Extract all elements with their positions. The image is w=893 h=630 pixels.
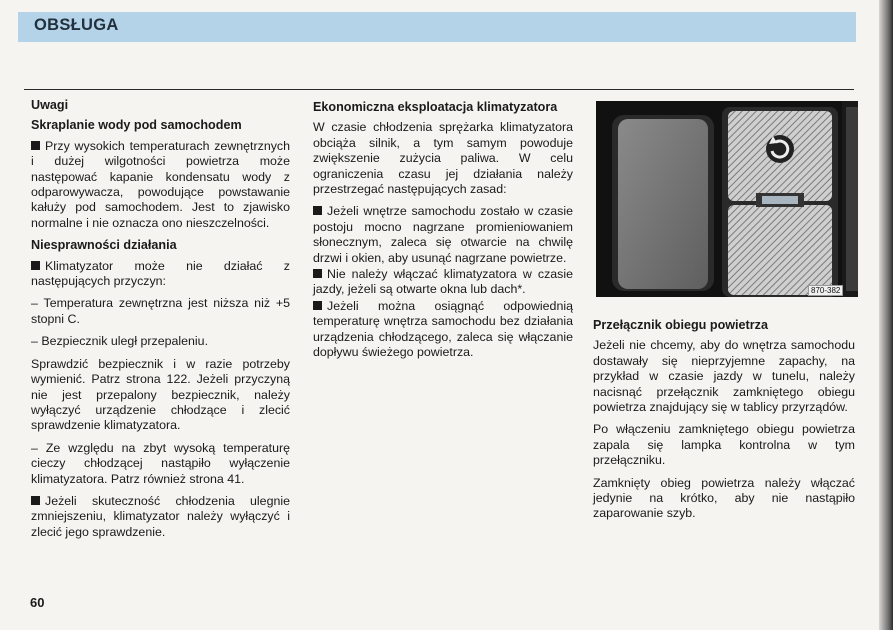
paragraph: W czasie chłodzenia sprężarka klimatyzatora obciąża silnik, a tym samym powoduje zwiększenie zużycia paliwa. W celu ograniczenia czasu jej działania należy przestrzegać następujących zasad: <box>313 120 573 197</box>
paragraph: Klimatyzator może nie działać z następujących przyczyn: <box>31 258 290 289</box>
page-title: OBSŁUGA <box>34 16 119 34</box>
recirculation-switch-photo <box>596 101 858 297</box>
paragraph: Jeżeli można osiągnąć odpowiednią temperaturę wnętrza samochodu bez działania urządzenia chłodzącego, zaleca się włączanie dopływu świeżego powietrza. <box>313 298 573 360</box>
column-1 <box>31 98 290 547</box>
paragraph: Jeżeli skuteczność chłodzenia ulegnie zmniejszeniu, klimatyzator należy wyłączyć i zlecić jego sprawdzenie. <box>31 493 290 539</box>
paragraph: – Temperatura zewnętrzna jest niższa niż +5 stopni C. <box>31 296 290 326</box>
column-2 <box>313 100 573 368</box>
figure-code: 870-382 <box>808 285 843 296</box>
paragraph: Przy wysokich temperaturach zewnętrznych i dużej wilgotności powietrza może następować kapanie kondensatu wody z odparowywacza, powodujące powstawanie kałuży pod samochodem. Jest to zjawisko normalne i nie oznacza ono nieszczelności. <box>31 138 290 230</box>
page-number: 60 <box>30 595 45 610</box>
subheading-condensation: Skraplanie wody pod samochodem <box>31 118 242 133</box>
paragraph: Jeżeli wnętrze samochodu zostało w czasie postoju mocno nagrzane promieniowaniem słonecznym, zaleca się otwarcie na chwilę drzwi i okien, aby usunąć nagrzane powietrze. <box>313 204 573 265</box>
column-3 <box>593 318 855 529</box>
subheading-malfunctions: Niesprawności działania <box>31 238 177 253</box>
recirculation-icon <box>766 135 794 163</box>
paragraph: – Ze względu na zbyt wysoką temperaturę cieczy chłodzącej nastąpiło wyłączenie klimatyzatora. Patrz również strona 41. <box>31 440 290 486</box>
paragraph: Jeżeli nie chcemy, aby do wnętrza samochodu dostawały się nieprzyjemne zapachy, na przykład w czasie jazdy w tunelu, należy nacisnąć przełącznik zamkniętego obiegu powietrza znajdujący się w tablicy przyrządów. <box>593 338 855 415</box>
subheading-economy: Ekonomiczna eksploatacja klimatyzatora <box>313 100 558 114</box>
page-edge-shadow <box>879 0 893 630</box>
bullet-icon <box>313 206 322 215</box>
header-band <box>18 12 856 42</box>
bullet-icon <box>313 301 322 310</box>
paragraph: Nie należy włączać klimatyzatora w czasie jazdy, jeżeli są otwarte okna lub dach*. <box>313 267 573 297</box>
bullet-icon <box>31 141 40 150</box>
bullet-icon <box>313 269 322 278</box>
paragraph: – Bezpiecznik uległ przepaleniu. <box>31 334 209 349</box>
subheading-recirculation: Przełącznik obiegu powietrza <box>593 318 768 332</box>
bullet-icon <box>31 496 40 505</box>
bullet-icon <box>31 261 40 270</box>
top-rule <box>24 89 854 90</box>
section-heading: Uwagi <box>31 98 69 112</box>
paragraph: Zamknięty obieg powietrza należy włączać jedynie na krótko, aby nie nastąpiło zaparowanie szyb. <box>593 475 855 521</box>
paragraph: Sprawdzić bezpiecznik i w razie potrzeby wymienić. Patrz strona 122. Jeżeli przyczyną nie jest przepalony bezpiecznik, należy wyłączyć urządzenie chłodzące i zlecić sprawdzenie klimatyzatora. <box>31 356 290 433</box>
paragraph: Po włączeniu zamkniętego obiegu powietrza zapala się lampka kontrolna w tym przełączniku. <box>593 422 855 468</box>
